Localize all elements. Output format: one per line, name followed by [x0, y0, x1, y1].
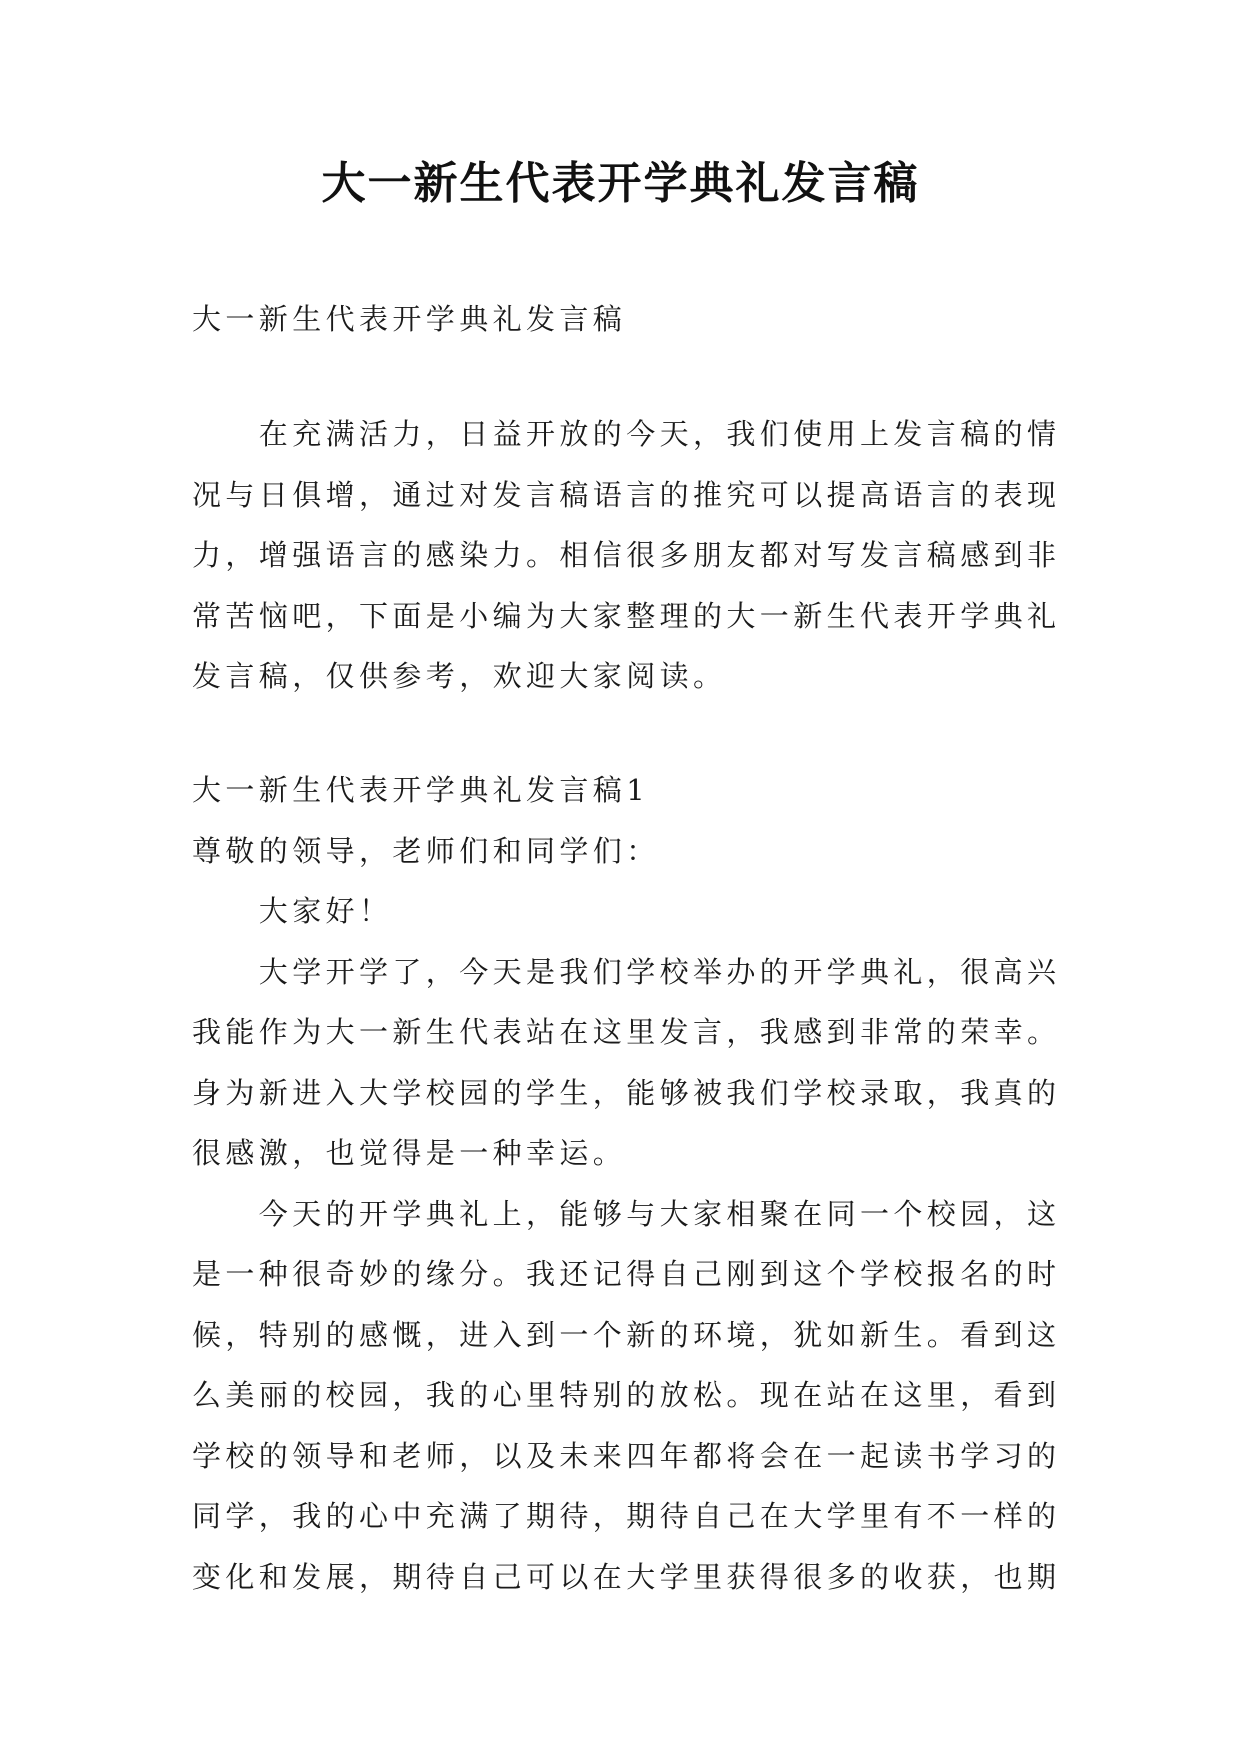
document-subtitle-block [192, 289, 1092, 350]
paragraph-line: 况与日俱增，通过对发言稿语言的推究可以提高语言的表现 [192, 477, 1061, 512]
paragraph-line: 候，特别的感慨，进入到一个新的环境，犹如新生。看到这 [192, 1317, 1061, 1352]
paragraph-line: 我能作为大一新生代表站在这里发言，我感到非常的荣幸。 [192, 1015, 1061, 1049]
document-subtitle: 大一新生代表开学典礼发言稿 [192, 302, 627, 336]
paragraph-line: 在充满活力，日益开放的今天，我们使用上发言稿的情 [258, 417, 1061, 451]
paragraph-line: 变化和发展，期待自己可以在大学里获得很多的收获，也期 [192, 1559, 1061, 1594]
intro-paragraph [192, 404, 1092, 707]
greeting: 大家好！ [258, 894, 393, 928]
salutation: 尊敬的领导，老师们和同学们： [192, 833, 660, 868]
paragraph-line: 大学开学了，今天是我们学校举办的开学典礼，很高兴 [258, 954, 1061, 989]
paragraph-line: 身为新进入大学校园的学生，能够被我们学校录取，我真的 [192, 1075, 1061, 1110]
paragraph-line: 学校的领导和老师，以及未来四年都将会在一起读书学习的 [192, 1438, 1061, 1473]
paragraph-line: 是一种很奇妙的缘分。我还记得自己刚到这个学校报名的时 [192, 1257, 1061, 1291]
speech-section [192, 760, 1092, 1607]
paragraph-line: 很感激，也觉得是一种幸运。 [192, 1136, 627, 1170]
paragraph-line: 力，增强语言的感染力。相信很多朋友都对写发言稿感到非 [192, 538, 1061, 572]
document-title: 大一新生代表开学典礼发言稿 [321, 158, 920, 209]
paragraph-line: 么美丽的校园，我的心里特别的放松。现在站在这里，看到 [192, 1378, 1061, 1412]
paragraph-line: 今天的开学典礼上，能够与大家相聚在同一个校园，这 [258, 1196, 1061, 1231]
speech-paragraph [192, 942, 1092, 1184]
section-heading: 大一新生代表开学典礼发言稿1 [192, 773, 650, 807]
paragraph-line: 发言稿，仅供参考，欢迎大家阅读。 [192, 659, 727, 693]
speech-paragraph [192, 1184, 1092, 1608]
paragraph-line: 同学，我的心中充满了期待，期待自己在大学里有不一样的 [192, 1499, 1061, 1533]
paragraph-line: 常苦恼吧，下面是小编为大家整理的大一新生代表开学典礼 [192, 598, 1061, 633]
